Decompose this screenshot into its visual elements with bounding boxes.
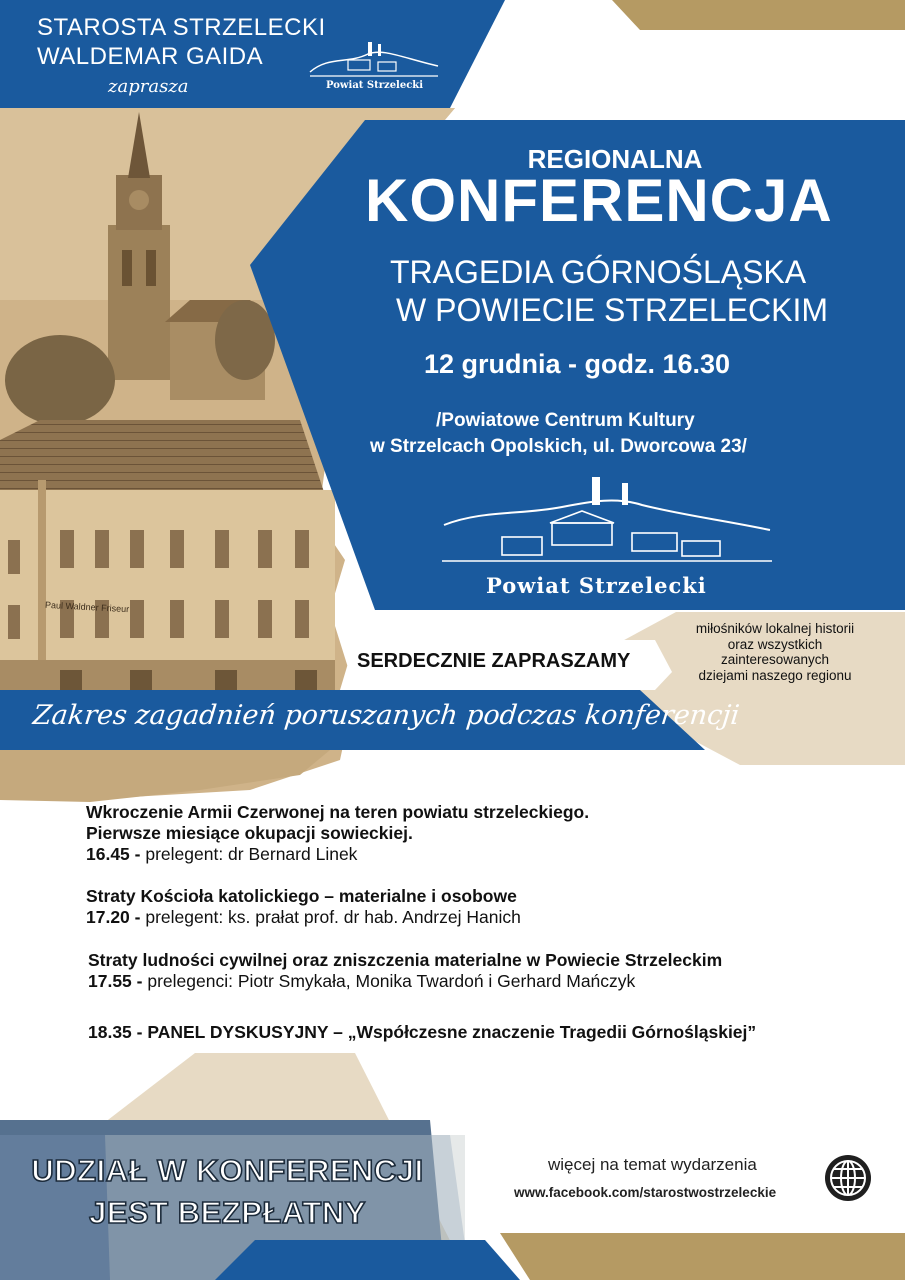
free-line1: UDZIAŁ W KONFERENCJI bbox=[31, 1153, 424, 1188]
organizer-line1: STAROSTA STRZELECKI bbox=[37, 14, 326, 41]
conference-title: KONFERENCJA bbox=[365, 167, 833, 234]
logo-small-text: Powiat Strzelecki bbox=[326, 80, 424, 91]
castle-hill-logo-icon bbox=[308, 36, 440, 80]
organizer-line2: WALDEMAR GAIDA bbox=[37, 43, 264, 70]
agenda-time: 16.45 - bbox=[86, 844, 141, 864]
agenda-item-1 bbox=[86, 802, 589, 865]
audience-line4: dziejami naszego regionu bbox=[698, 667, 852, 683]
bottom-blue-strip bbox=[215, 1240, 520, 1280]
logo-large bbox=[442, 475, 772, 600]
logo-small bbox=[308, 36, 440, 96]
audience-line3: zainteresowanych bbox=[720, 652, 830, 667]
agenda-title: Straty Kościoła katolickiego – materialne i osobowe bbox=[86, 886, 517, 906]
free-line2: JEST BEZPŁATNY bbox=[89, 1195, 366, 1230]
conference-date: 12 grudnia - godz. 16.30 bbox=[424, 349, 731, 379]
invitation-audience bbox=[660, 621, 890, 683]
agenda-speaker-row bbox=[88, 971, 722, 992]
agenda-panel: 18.35 - PANEL DYSKUSYJNY – „Współczesne znaczenie Tragedii Górnośląskiej” bbox=[88, 1022, 757, 1042]
castle-hill-logo-large-icon bbox=[442, 475, 772, 570]
audience-line2: oraz wszystkich bbox=[727, 636, 823, 652]
conference-kicker: REGIONALNA bbox=[527, 144, 703, 174]
audience-line1: miłośników lokalnej historii bbox=[695, 621, 855, 636]
venue-line1: /Powiatowe Centrum Kultury bbox=[436, 410, 695, 431]
agenda-speaker-row bbox=[86, 844, 589, 865]
invitation-main: SERDECZNIE ZAPRASZAMY bbox=[357, 650, 631, 672]
more-info-text: więcej na temat wydarzenia bbox=[548, 1155, 757, 1174]
agenda-time: 17.20 - bbox=[86, 907, 141, 927]
agenda-title: Pierwsze miesiące okupacji sowieckiej. bbox=[86, 823, 413, 843]
logo-large-text: Powiat Strzelecki bbox=[486, 573, 707, 598]
agenda-speaker: prelegent: ks. prałat prof. dr hab. Andrzej Hanich bbox=[140, 907, 521, 927]
agenda-title: Wkroczenie Armii Czerwonej na teren powiatu strzeleckiego. bbox=[86, 802, 590, 822]
agenda-speaker-row bbox=[86, 907, 521, 928]
agenda-item-2 bbox=[86, 886, 521, 928]
agenda-speaker: prelegenci: Piotr Smykała, Monika Twardoń i Gerhard Mańczyk bbox=[142, 971, 636, 991]
venue-line2: w Strzelcach Opolskich, ul. Dworcowa 23/ bbox=[370, 436, 747, 457]
conference-subtitle-line1: TRAGEDIA GÓRNOŚLĄSKA bbox=[390, 254, 807, 290]
agenda-title: Straty ludności cywilnej oraz zniszczenia materialne w Powiecie Strzeleckim bbox=[88, 950, 723, 970]
agenda-item-3 bbox=[88, 950, 722, 992]
gold-corner-strip bbox=[612, 0, 905, 30]
free-entry-notice bbox=[0, 1150, 455, 1234]
globe-icon bbox=[823, 1153, 873, 1203]
globe-icon-svg bbox=[823, 1153, 873, 1203]
agenda-time: 17.55 - bbox=[88, 971, 143, 991]
organizer-invites: zaprasza bbox=[108, 76, 189, 97]
bottom-gold-strip bbox=[500, 1233, 905, 1280]
conference-subtitle-line2: W POWIECIE STRZELECKIM bbox=[396, 292, 829, 328]
facebook-link[interactable]: www.facebook.com/starostwostrzeleckie bbox=[514, 1185, 777, 1200]
agenda-speaker: prelegent: dr Bernard Linek bbox=[140, 844, 358, 864]
photo-shop-sign: Paul Waldner Friseur bbox=[44, 599, 130, 615]
scope-banner-text: Zakres zagadnień poruszanych podczas konferencji bbox=[31, 700, 741, 731]
